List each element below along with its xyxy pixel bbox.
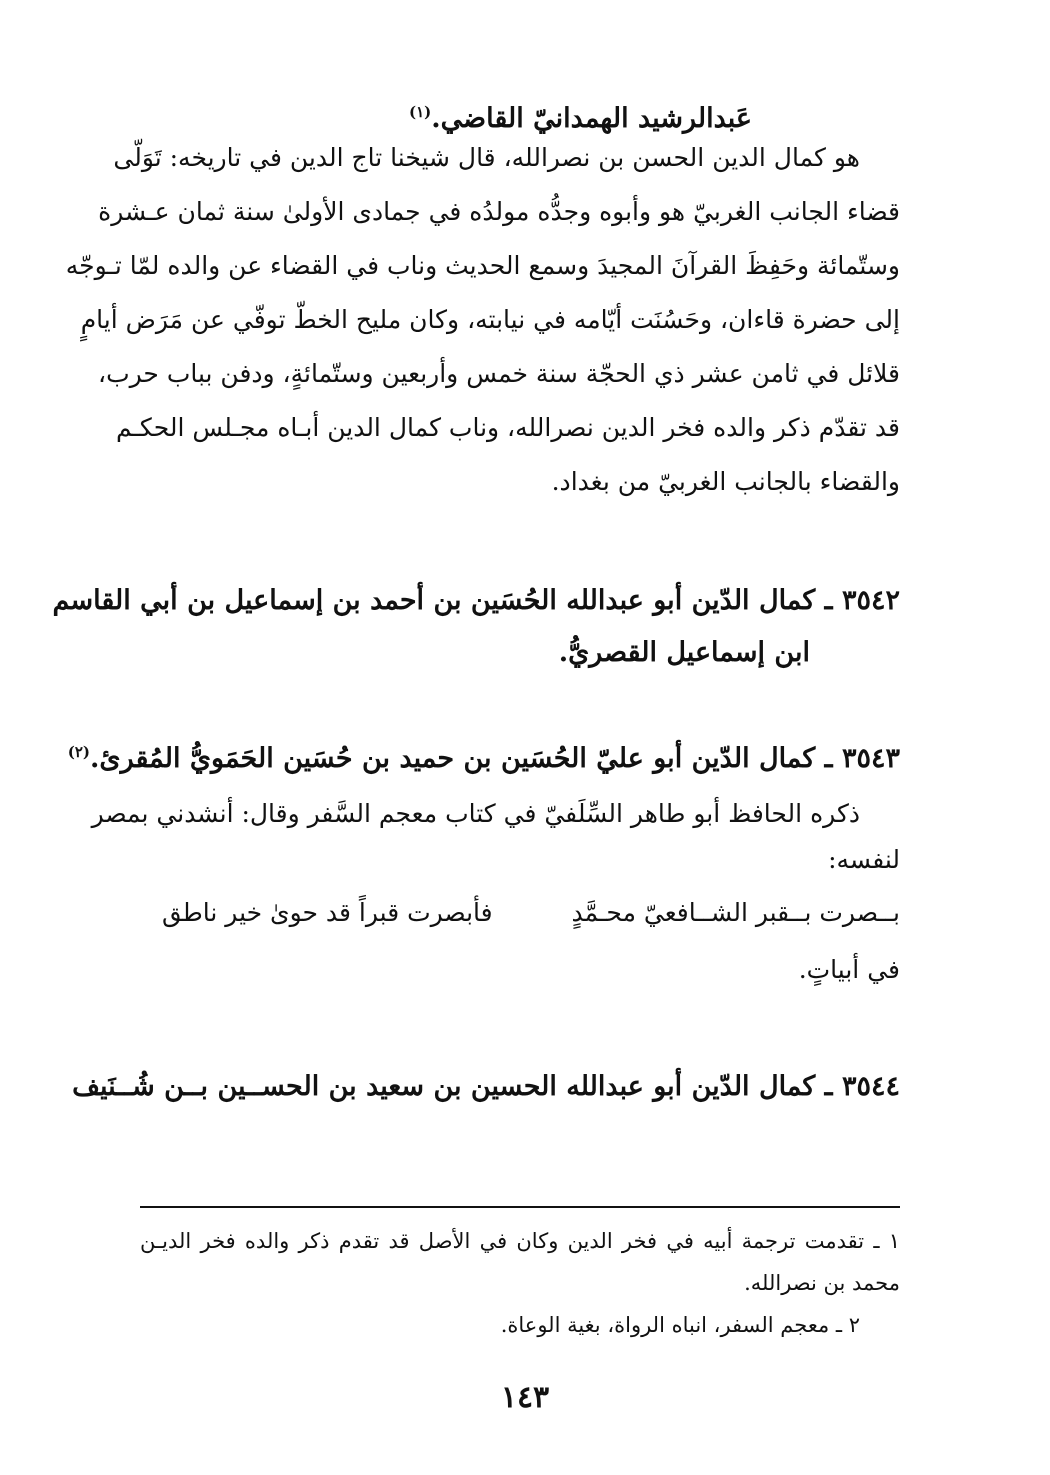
entry-heading-text: ٣٥٤٣ ـ كمال الدّين أبو عليّ الحُسَين بن حميد بن حُسَين الحَمَويُّ المُقرئ. bbox=[90, 742, 900, 774]
footnote-1-line: ١ ـ تقدمت ترجمة أبيه في فخر الدين وكان في الأصل قد تقدم ذكر والده فخر الديـن bbox=[140, 1229, 900, 1253]
paragraph-line: قلائل في ثامن عشر ذي الحجّة سنة خمس وأربعين وستّمائةٍ، ودفن بباب حرب، bbox=[98, 358, 900, 388]
footnote-2: ٢ ـ معجم السفر، انباه الرواة، بغية الوعاة. bbox=[500, 1313, 860, 1337]
poem-verse bbox=[140, 898, 900, 956]
paragraph-line: قضاء الجانب الغربيّ هو وأبوه وجدُّه مولدُه في جمادى الأولىٰ سنة ثمان عـشرة bbox=[98, 196, 900, 226]
paragraph-1 bbox=[65, 142, 900, 522]
footnote-ref-1: (١) bbox=[409, 103, 432, 121]
page-body bbox=[52, 103, 900, 1102]
intro-heading-text: عَبدالرشيد الهمدانيّ القاضي. bbox=[431, 103, 752, 134]
entry-3544: ٣٥٤٤ ـ كمال الدّين أبو عبدالله الحسين بن سعيد بن الحســين بــن شُــنَيف bbox=[72, 1070, 900, 1102]
paragraph-line: والقضاء بالجانب الغربيّ من بغداد. bbox=[551, 466, 900, 496]
entry-3542 bbox=[52, 584, 900, 690]
entry-heading bbox=[67, 742, 900, 800]
paragraph-line: وستّمائة وحَفِظَ القرآنَ المجيدَ وسمع الحديث وناب في القضاء عن والده لمّا تـوجّه bbox=[65, 250, 900, 280]
paragraph-line: هو كمال الدين الحسن بن نصرالله، قال شيخنا تاج الدين في تاريخه: تَوَلّى bbox=[113, 142, 860, 172]
entry-heading: ٣٥٤٢ ـ كمال الدّين أبو عبدالله الحُسَين بن أحمد بن إسماعيل بن أبي القاسم bbox=[52, 584, 900, 616]
poem-hemistich-2: فأبصرت قبراً قد حوىٰ خير ناطق bbox=[162, 897, 493, 927]
entry-text-line: لنفسه: bbox=[828, 844, 900, 874]
page-number: ١٤٣ bbox=[500, 1380, 550, 1415]
entry-text-line: ذكره الحافظ أبو طاهر السِّلَفيّ في كتاب معجم السَّفر وقال: أنشدني بمصر bbox=[91, 798, 860, 828]
footnote-1-line: محمد بن نصرالله. bbox=[744, 1271, 900, 1295]
entry-3543 bbox=[67, 742, 900, 1008]
entry-heading-cont: ابن إسماعيل القصريُّ. bbox=[558, 636, 810, 668]
footnotes bbox=[140, 1230, 900, 1337]
poem-hemistich-1: بــصرت بــقبر الشــافعيّ محـمَّدٍ bbox=[571, 897, 900, 927]
paragraph-line: قد تقدّم ذكر والده فخر الدين نصرالله، وناب كمال الدين أبـاه مجـلس الحكـم bbox=[115, 412, 900, 442]
paragraph-line: إلى حضرة قاءان، وحَسُنَت أيّامه في نيابته، وكان مليح الخطّ توفّي عن مَرَض أيامٍ bbox=[80, 304, 900, 334]
footnote-divider bbox=[140, 1206, 900, 1208]
footnote-ref-2: (٢) bbox=[67, 742, 91, 761]
intro-heading bbox=[140, 104, 900, 134]
poem-continuation: في أبياتٍ. bbox=[798, 954, 900, 984]
